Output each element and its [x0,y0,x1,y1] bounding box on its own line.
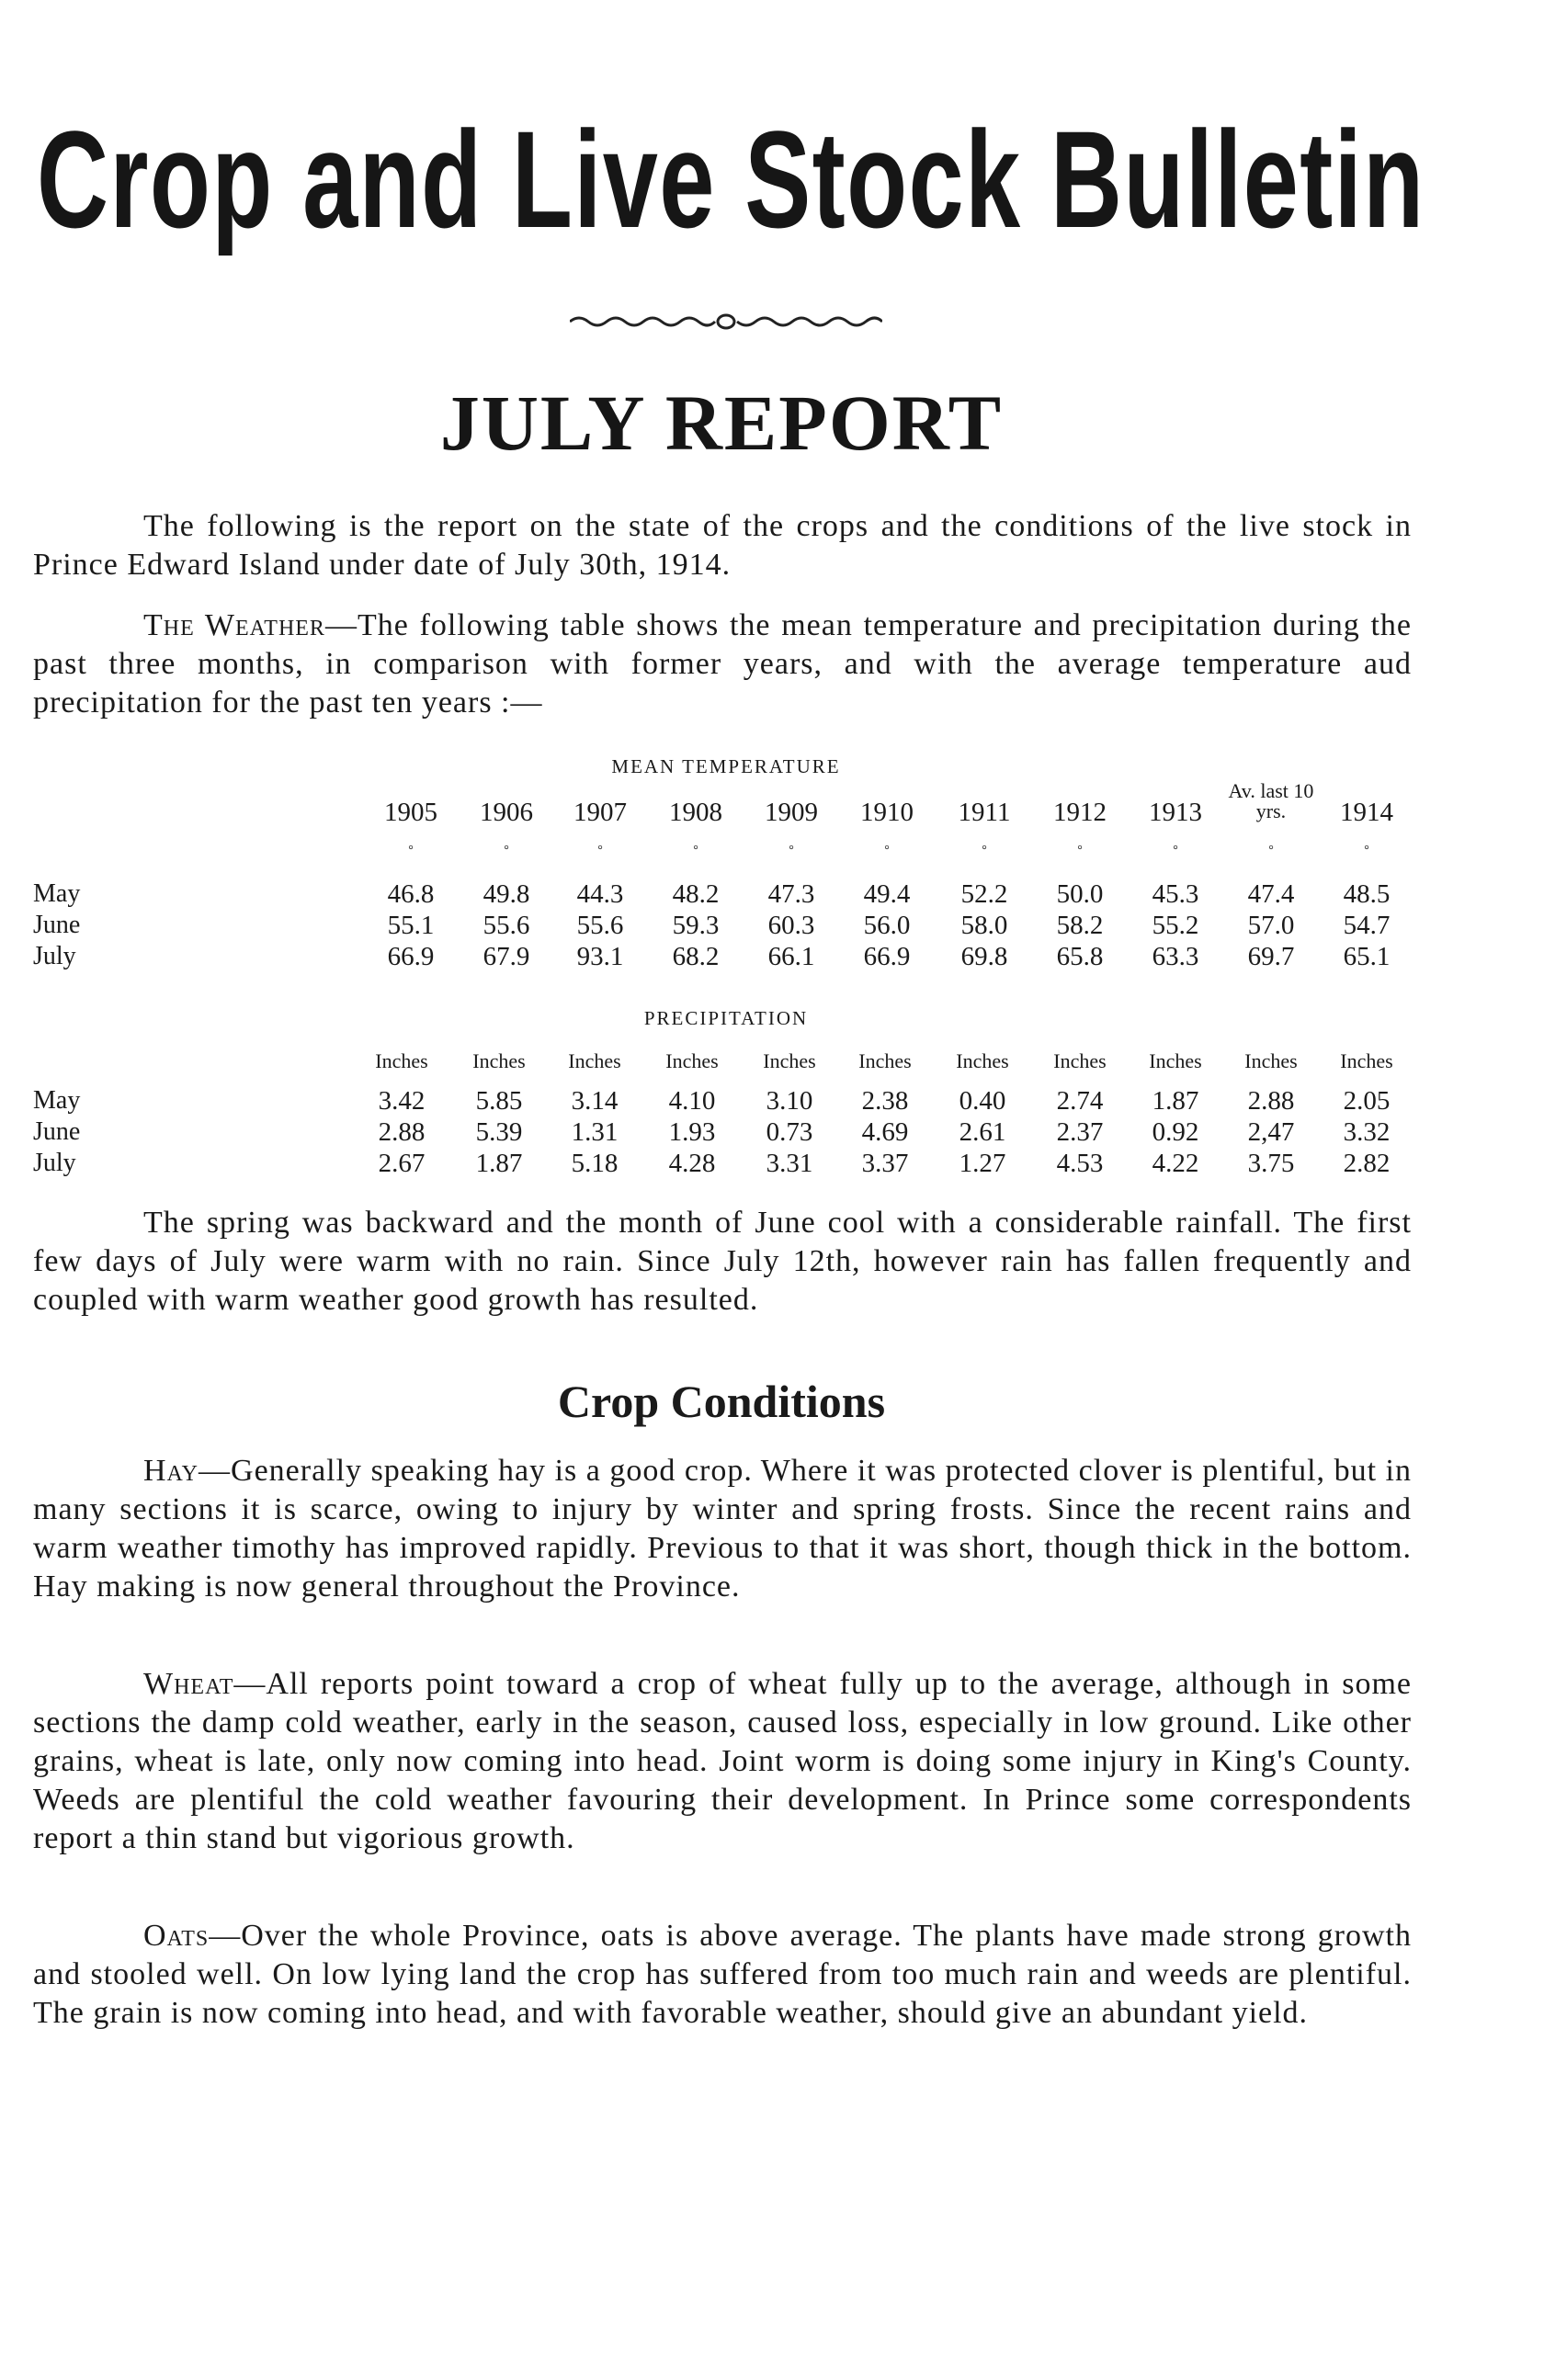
hay-label: Hay [143,1454,199,1488]
temperature-cell: 46.8 [387,879,435,909]
degree-mark: ° [504,844,509,857]
masthead-title: Crop and Live Stock Bulletin [37,102,1425,256]
precipitation-cell: 4.53 [1056,1149,1104,1178]
temperature-cell: 55.6 [576,911,624,940]
weather-text: —The following table shows the mean temperature and precipitation during the past three months, in comparison with former years, and with the average temperature aud precipitation for the past ten years :— [33,608,1412,720]
temperature-cell: 69.8 [960,942,1008,971]
precipitation-cell: 1.87 [475,1149,523,1178]
precipitation-cell: 1.87 [1152,1086,1199,1116]
precipitation-row-june [33,1117,1448,1150]
unit-header: Inches [956,1049,1009,1072]
temperature-cell: 58.2 [1056,911,1104,940]
temperature-cell: 57.0 [1247,911,1295,940]
precipitation-cell: 3.75 [1247,1149,1295,1178]
precipitation-cell: 4.22 [1152,1149,1199,1178]
year-header: 1910 [860,798,914,827]
precipitation-cell: 2.38 [861,1086,909,1116]
precipitation-cell: 0.73 [766,1117,813,1147]
year-header: 1909 [765,798,818,827]
degree-mark: ° [597,844,603,857]
month-label: May [33,1086,81,1115]
spring-paragraph [33,1204,1412,1320]
temperature-cell: 49.4 [863,879,911,909]
degree-mark: ° [1173,844,1178,857]
temperature-cell: 56.0 [863,911,911,940]
hay-paragraph [33,1452,1412,1606]
month-label: June [33,1117,81,1146]
degree-mark: ° [1077,844,1083,857]
temperature-cell: 59.3 [672,911,720,940]
intro-text: The following is the report on the state of the crops and the conditions of the live stock in Prince Edward Island under date of July 30th, 1914. [33,509,1412,582]
unit-header: Inches [1340,1049,1393,1072]
title-ornament [570,303,882,340]
precipitation-cell: 3.14 [571,1086,619,1116]
precipitation-cell: 2.74 [1056,1086,1104,1116]
temperature-cell: 67.9 [482,942,530,971]
report-title: JULY REPORT [439,379,1004,467]
month-label: July [33,1149,76,1177]
degree-mark: ° [884,844,890,857]
oats-text: —Over the whole Province, oats is above average. The plants have made strong growth and stooled well. On low lying land the crop has suffered from too much rain and weeds are plentiful. The grain is now coming into head, and with favorable weather, should give an abundant yield. [33,1919,1412,2030]
wheat-label: Wheat [143,1667,234,1701]
year-header: 1913 [1149,798,1202,827]
year-header: 1907 [573,798,627,827]
temperature-cell: 54.7 [1343,911,1391,940]
precipitation-cell: 1.93 [668,1117,716,1147]
crop-conditions-heading: Crop Conditions [557,1376,886,1427]
degree-mark: ° [1268,844,1274,857]
precipitation-cell: 5.85 [475,1086,523,1116]
unit-header: Inches [665,1049,719,1072]
precipitation-cell: 2.88 [378,1117,426,1147]
month-label: June [33,911,81,939]
unit-header: Inches [568,1049,621,1072]
temperature-cell: 69.7 [1247,942,1295,971]
temperature-header-row [33,779,1448,831]
precipitation-cell: 2.67 [378,1149,426,1178]
temperature-caption: MEAN TEMPERATURE [611,755,841,777]
unit-header: Inches [763,1049,816,1072]
temperature-cell: 55.1 [387,911,435,940]
precipitation-cell: 2.05 [1343,1086,1391,1116]
precipitation-cell: 2,47 [1247,1117,1295,1147]
oats-paragraph [33,1917,1412,2033]
precipitation-cell: 4.10 [668,1086,716,1116]
degree-mark: ° [789,844,794,857]
temperature-cell: 58.0 [960,911,1008,940]
temperature-cell: 49.8 [482,879,530,909]
degree-mark: ° [982,844,987,857]
precipitation-cell: 3.32 [1343,1117,1391,1147]
temperature-cell: 65.1 [1343,942,1391,971]
precipitation-cell: 4.28 [668,1149,716,1178]
precipitation-cell: 2.88 [1247,1086,1295,1116]
temperature-cell: 93.1 [576,942,624,971]
wheat-text: —All reports point toward a crop of wheat fully up to the average, although in some sections the damp cold weather, early in the season, caused loss, especially in low ground. Like other grains, wheat is late, only now coming into head. Joint worm is doing some injury in King's County. Weeds are plentiful the cold weather favouring their development. In Prince some correspondents report a thin stand but vigorious growth. [33,1667,1412,1855]
precipitation-cell: 5.39 [475,1117,523,1147]
precipitation-cell: 1.27 [959,1149,1006,1178]
temperature-cell: 44.3 [576,879,624,909]
precipitation-cell: 2.37 [1056,1117,1104,1147]
temperature-row-june [33,911,1448,944]
degree-mark: ° [408,844,414,857]
average-header: Av. last 10 yrs. [1228,779,1314,822]
unit-header: Inches [1149,1049,1202,1072]
year-header: 1912 [1053,798,1107,827]
temperature-row-july [33,942,1448,975]
temperature-cell: 55.6 [482,911,530,940]
temperature-cell: 63.3 [1152,942,1199,971]
precipitation-cell: 5.18 [571,1149,619,1178]
year-header: 1905 [384,798,437,827]
year-header: 1908 [669,798,722,827]
temperature-cell: 66.9 [387,942,435,971]
precipitation-cell: 3.31 [766,1149,813,1178]
precipitation-cell: 0.40 [959,1086,1006,1116]
weather-paragraph [33,606,1412,722]
precipitation-cell: 0.92 [1152,1117,1199,1147]
temperature-row-may [33,879,1448,912]
degree-mark: ° [693,844,698,857]
oats-label: Oats [143,1919,210,1953]
precipitation-cell: 4.69 [861,1117,909,1147]
temperature-cell: 55.2 [1152,911,1199,940]
unit-header: Inches [375,1049,428,1072]
temperature-cell: 47.4 [1247,879,1295,909]
temperature-cell: 47.3 [767,879,815,909]
unit-header: Inches [1053,1049,1107,1072]
temperature-cell: 45.3 [1152,879,1199,909]
precipitation-cell: 3.37 [861,1149,909,1178]
month-label: July [33,942,76,970]
precipitation-cell: 2.82 [1343,1149,1391,1178]
precipitation-row-july [33,1149,1448,1182]
temperature-cell: 65.8 [1056,942,1104,971]
temperature-cell: 66.1 [767,942,815,971]
year-header: 1906 [480,798,533,827]
temperature-cell: 52.2 [960,879,1008,909]
month-label: May [33,879,81,908]
year-header: 1911 [958,798,1011,827]
weather-label: The Weather [143,608,325,642]
temperature-cell: 48.2 [672,879,720,909]
temperature-cell: 68.2 [672,942,720,971]
year-header: 1914 [1340,798,1393,827]
temperature-cell: 48.5 [1343,879,1391,909]
unit-header: Inches [1244,1049,1298,1072]
precipitation-unit-row [33,1049,1448,1082]
precipitation-row-may [33,1086,1448,1119]
precipitation-cell: 3.42 [378,1086,426,1116]
degree-row [33,844,1448,877]
temperature-cell: 66.9 [863,942,911,971]
temperature-cell: 50.0 [1056,879,1104,909]
precipitation-cell: 1.31 [571,1117,619,1147]
intro-paragraph [33,507,1412,584]
unit-header: Inches [858,1049,912,1072]
temperature-cell: 60.3 [767,911,815,940]
unit-header: Inches [472,1049,526,1072]
spring-text: The spring was backward and the month of June cool with a considerable rainfall. The first few days of July were warm with no rain. Since July 12th, however rain has fallen frequently and coupled with warm weather good growth has resulted. [33,1206,1412,1317]
precipitation-cell: 3.10 [766,1086,813,1116]
precipitation-caption: PRECIPITATION [643,1007,809,1029]
precipitation-cell: 2.61 [959,1117,1006,1147]
wheat-paragraph [33,1665,1412,1858]
hay-text: —Generally speaking hay is a good crop. Where it was protected clover is plentiful, but in many sections it is scarce, owing to injury by winter and spring frosts. Since the recent rains and warm weather timothy has improved rapidly. Previous to that it was short, though thick in the bottom. Hay making is now general throughout the Province. [33,1454,1412,1604]
degree-mark: ° [1364,844,1369,857]
